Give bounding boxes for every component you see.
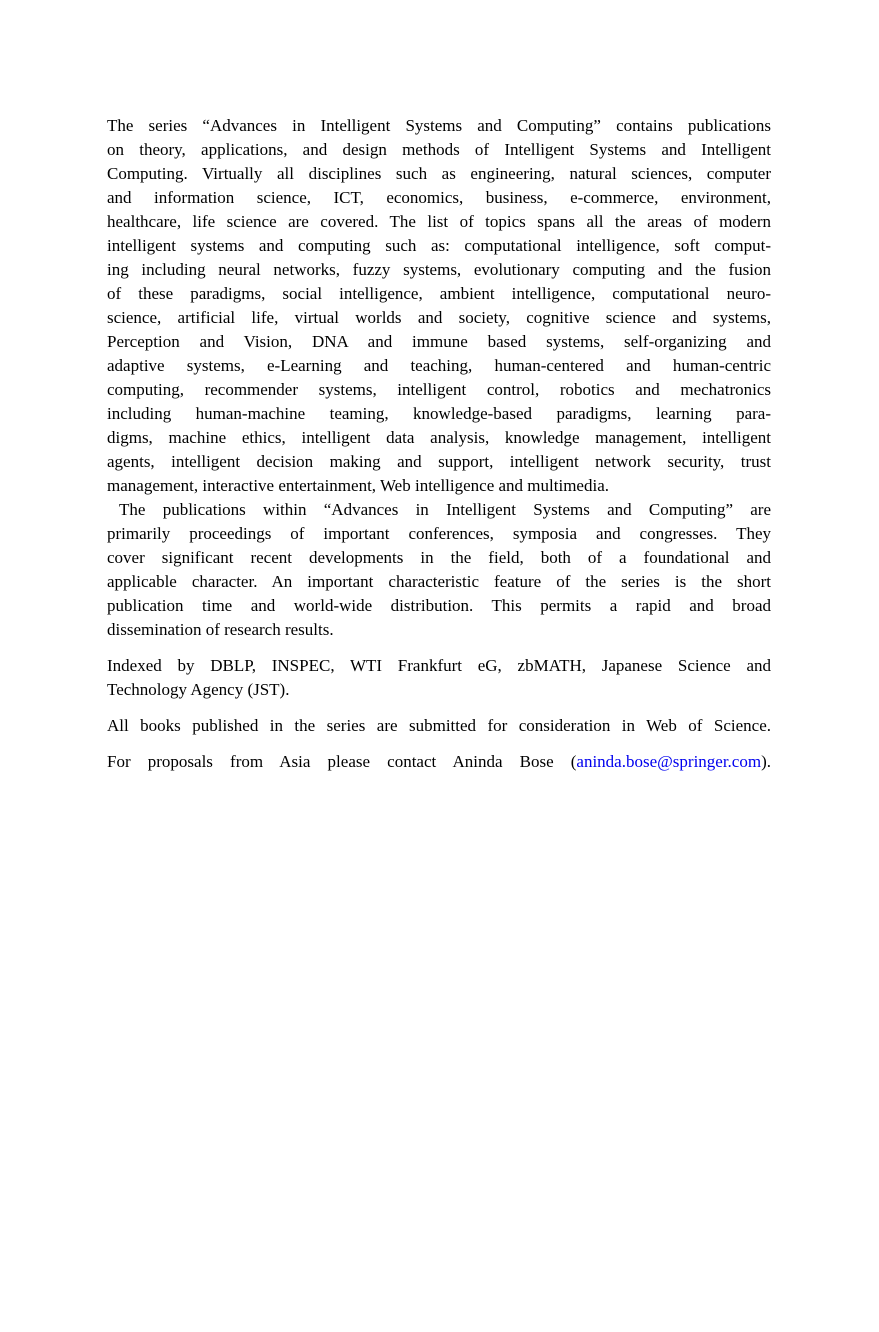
- text-line: science, artificial life, virtual worlds and society, cognitive science and systems,: [107, 308, 771, 327]
- indexing-paragraph: [107, 654, 771, 702]
- text-line: applicable character. An important characteristic feature of the series is the short: [107, 572, 771, 591]
- text-line: agents, intelligent decision making and support, intelligent network security, trust: [107, 452, 771, 471]
- text-segment: For proposals from Asia please contact Aninda Bose (: [107, 752, 577, 771]
- text-line: digms, machine ethics, intelligent data analysis, knowledge management, intelligent: [107, 428, 771, 447]
- text-line: dissemination of research results.: [107, 620, 334, 639]
- publications-paragraph: [107, 498, 771, 642]
- text-line: intelligent systems and computing such as: computational intelligence, soft comput-: [107, 236, 771, 255]
- text-line: The series “Advances in Intelligent Systems and Computing” contains publications: [107, 116, 771, 135]
- text-line: [107, 750, 771, 774]
- series-scope-paragraph: [107, 114, 771, 498]
- text-line: of these paradigms, social intelligence, ambient intelligence, computational neuro-: [107, 284, 771, 303]
- text-line: and information science, ICT, economics, business, e-commerce, environment,: [107, 188, 771, 207]
- text-line: publication time and world-wide distribution. This permits a rapid and broad: [107, 596, 771, 615]
- text-line: The publications within “Advances in Intelligent Systems and Computing” are: [119, 500, 771, 519]
- text-line: including human-machine teaming, knowledge-based paradigms, learning para-: [107, 404, 771, 423]
- text-block: [107, 114, 771, 774]
- text-line: Indexed by DBLP, INSPEC, WTI Frankfurt eG, zbMATH, Japanese Science and: [107, 656, 771, 675]
- text-line: on theory, applications, and design methods of Intelligent Systems and Intelligent: [107, 140, 771, 159]
- text-line: primarily proceedings of important conferences, symposia and congresses. They: [107, 524, 771, 543]
- email-link[interactable]: aninda.bose@springer.com: [576, 752, 762, 771]
- text-line: management, interactive entertainment, Web intelligence and multimedia.: [107, 476, 609, 495]
- text-line: ing including neural networks, fuzzy systems, evolutionary computing and the fusion: [107, 260, 771, 279]
- web-of-science-paragraph: [107, 714, 771, 738]
- text-line: computing, recommender systems, intelligent control, robotics and mechatronics: [107, 380, 771, 399]
- text-line: adaptive systems, e-Learning and teaching, human-centered and human-centric: [107, 356, 771, 375]
- text-line: Technology Agency (JST).: [107, 680, 290, 699]
- text-line: Computing. Virtually all disciplines such as engineering, natural sciences, computer: [107, 164, 771, 183]
- text-line: cover significant recent developments in the field, both of a foundational and: [107, 548, 771, 567]
- text-line: healthcare, life science are covered. The list of topics spans all the areas of modern: [107, 212, 771, 231]
- proposals-contact-paragraph: [107, 750, 771, 774]
- text-segment: ).: [761, 752, 771, 771]
- text-line: Perception and Vision, DNA and immune based systems, self-organizing and: [107, 332, 771, 351]
- text-line: All books published in the series are submitted for consideration in Web of Science.: [107, 716, 771, 735]
